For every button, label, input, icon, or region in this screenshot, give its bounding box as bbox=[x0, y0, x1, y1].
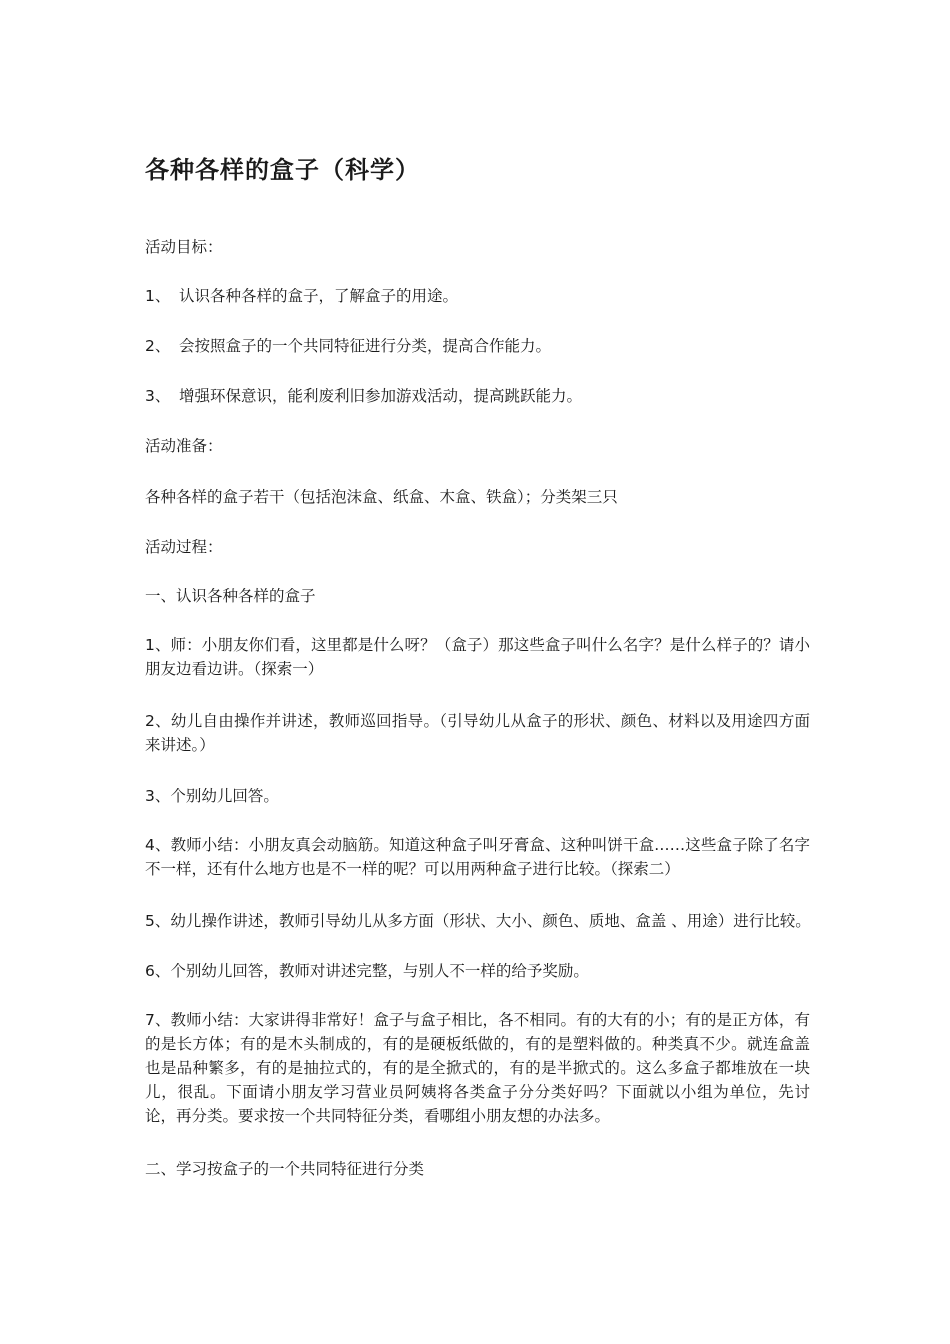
step-5: 5、幼儿操作讲述，教师引导幼儿从多方面（形状、大小、颜色、质地、盒盖 、用途）进行比较。 bbox=[145, 912, 811, 930]
section-1-heading: 一、认识各种各样的盒子 bbox=[145, 587, 316, 605]
step-2: 2、幼儿自由操作并讲述，教师巡回指导。（引导幼儿从盒子的形状、颜色、材料以及用途四方面来讲述。） bbox=[145, 712, 810, 754]
section-2-heading: 二、学习按盒子的一个共同特征进行分类 bbox=[145, 1160, 425, 1178]
step-6: 6、个别幼儿回答，教师对讲述完整，与别人不一样的给予奖励。 bbox=[145, 962, 589, 980]
process-heading: 活动过程： bbox=[145, 538, 223, 556]
goal-number: 3、 bbox=[145, 387, 171, 405]
document-title: 各种各样的盒子（科学） bbox=[145, 156, 420, 184]
goal-item-3 bbox=[145, 384, 810, 408]
document-page bbox=[145, 0, 810, 1344]
goal-item-2 bbox=[145, 334, 810, 358]
goal-text: 会按照盒子的一个共同特征进行分类，提高合作能力。 bbox=[179, 337, 552, 355]
step-4: 4、教师小结：小朋友真会动脑筋。知道这种盒子叫牙膏盒、这种叫饼干盒……这些盒子除了名字不一样，还有什么地方也是不一样的呢？可以用两种盒子进行比较。（探索二） bbox=[145, 836, 810, 878]
step-7: 7、教师小结：大家讲得非常好！盒子与盒子相比，各不相同。有的大有的小；有的是正方体，有的是长方体；有的是木头制成的，有的是硬板纸做的，有的是塑料做的。种类真不少。就连盒盖也是品种繁多，有的是抽拉式的，有的是全掀式的，有的是半掀式的。这么多盒子都堆放在一块儿，很乱。下面请小朋友学习营业员阿姨将各类盒子分分类好吗？下面就以小组为单位，先讨论，再分类。要求按一个共同特征分类，看哪组小朋友想的办法多。 bbox=[145, 1011, 810, 1125]
goal-item-1 bbox=[145, 284, 810, 308]
goal-text: 认识各种各样的盒子，了解盒子的用途。 bbox=[179, 287, 459, 305]
step-1: 1、师：小朋友你们看，这里都是什么呀？（盒子）那这些盒子叫什么名字？是什么样子的？请小朋友边看边讲。（探索一） bbox=[145, 636, 810, 678]
prep-heading: 活动准备： bbox=[145, 437, 223, 455]
prep-text: 各种各样的盒子若干（包括泡沫盒、纸盒、木盒、铁盒）；分类架三只 bbox=[145, 488, 618, 506]
goal-number: 2、 bbox=[145, 337, 171, 355]
goal-number: 1、 bbox=[145, 287, 171, 305]
step-3: 3、个别幼儿回答。 bbox=[145, 787, 279, 805]
goals-heading: 活动目标： bbox=[145, 238, 223, 256]
goal-text: 增强环保意识，能利废利旧参加游戏活动，提高跳跃能力。 bbox=[179, 387, 583, 405]
